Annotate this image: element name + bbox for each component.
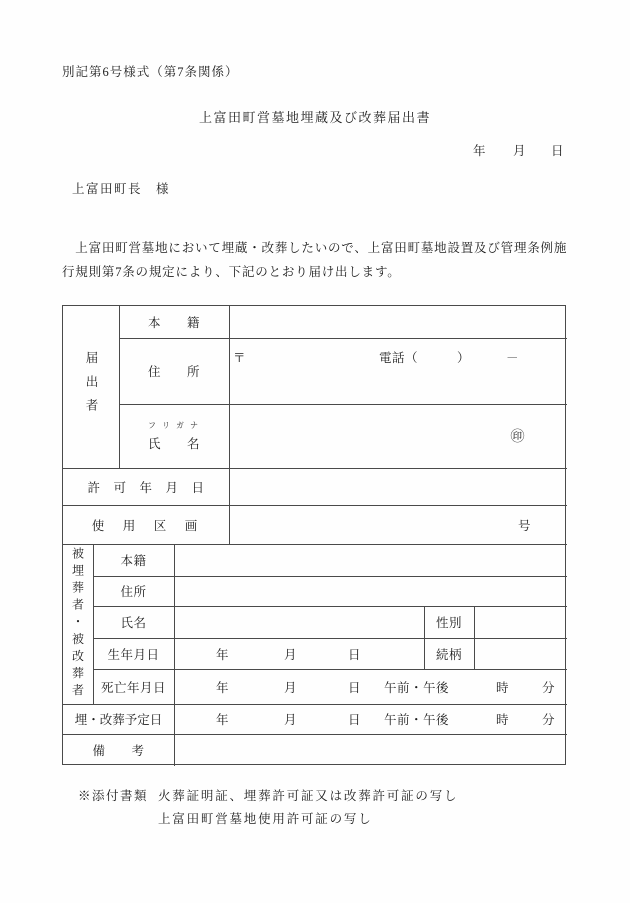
deceased-domicile-label: 本籍: [120, 554, 147, 568]
deceased-name-value-cell: [174, 606, 424, 638]
deceased-group-label: 被埋葬者・被改葬者: [70, 547, 85, 701]
applicant-domicile-label-cell: [119, 306, 229, 338]
form-number: 別記第6号様式（第7条関係）: [62, 65, 239, 79]
permit-date-value-cell: [229, 468, 567, 505]
applicant-name-label: 氏 名: [147, 437, 200, 451]
page-title: 上富田町営墓地埋蔵及び改葬届出書: [198, 110, 431, 125]
applicant-address-label: 住 所: [147, 365, 200, 379]
deceased-group-cell: [63, 544, 93, 704]
postal-mark: 〒: [233, 351, 247, 365]
death-ampm-token: 午前・午後: [384, 680, 450, 695]
header-date-day: 日: [551, 144, 565, 158]
birth-month-token: 月: [284, 647, 298, 662]
applicant-address-value-cell: [229, 338, 567, 404]
death-hour-token: 時: [496, 680, 510, 695]
burial-date-value-cell: [174, 704, 567, 734]
applicant-domicile-label: 本 籍: [147, 316, 200, 330]
burial-hour-token: 時: [496, 713, 510, 727]
death-date-label: 死亡年月日: [100, 680, 166, 695]
burial-month-token: 月: [284, 713, 298, 727]
form-table: [62, 305, 566, 765]
relation-label: 続柄: [435, 647, 462, 662]
burial-year-token: 年: [216, 713, 230, 727]
birth-year-token: 年: [216, 647, 230, 662]
applicant-name-value-cell: [229, 404, 567, 468]
deceased-address-value-cell: [174, 576, 567, 606]
sex-value-cell: [474, 606, 567, 638]
deceased-name-label: 氏名: [120, 616, 147, 630]
body-text-line-2: 行規則第7条の規定により、下記のとおり届け出します。: [62, 265, 401, 279]
seal-mark-icon: ㊞: [510, 430, 525, 445]
applicant-name-label-cell: [119, 404, 229, 468]
applicant-group-cell: [63, 306, 119, 468]
header-date-month: 月: [513, 144, 527, 158]
deceased-address-label: 住所: [120, 585, 147, 599]
death-day-token: 日: [348, 680, 362, 695]
attachments-line-1: 火葬証明証、埋葬許可証又は改葬許可証の写し: [158, 789, 459, 803]
attachments-line-2: 上富田町営墓地使用許可証の写し: [158, 812, 373, 826]
body-text-line-1: 上富田町営墓地において埋蔵・改葬したいので、上富田町墓地設置及び管理条例施: [62, 241, 568, 255]
death-month-token: 月: [284, 680, 298, 695]
permit-date-label: 許 可 年 月 日: [87, 480, 205, 495]
birth-date-value-cell: [174, 638, 424, 669]
addressee: 上富田町長 様: [72, 182, 171, 196]
birth-day-token: 日: [348, 647, 362, 662]
relation-label-cell: [424, 638, 474, 669]
plot-label-cell: [63, 505, 229, 544]
furigana-label: フ リ ガ ナ: [148, 421, 200, 430]
birth-date-label: 生年月日: [107, 647, 160, 662]
remarks-value-cell: [174, 734, 567, 766]
permit-date-label-cell: [63, 468, 229, 505]
plot-value-cell: [229, 505, 567, 544]
death-minute-token: 分: [542, 680, 556, 695]
header-date-year: 年: [473, 144, 487, 158]
plot-label: 使 用 区 画: [91, 518, 201, 533]
deceased-address-label-cell: [93, 576, 174, 606]
remarks-label: 備 考: [92, 744, 145, 758]
applicant-group-label: 届出者: [84, 351, 98, 423]
deceased-name-label-cell: [93, 606, 174, 638]
relation-value-cell: [474, 638, 567, 669]
phone-separator: －: [506, 351, 520, 365]
burial-minute-token: 分: [542, 713, 556, 727]
burial-date-label: 埋・改葬予定日: [74, 713, 163, 727]
phone-label: 電話（ ）: [379, 351, 471, 365]
attachments-prefix: ※添付書類: [78, 789, 149, 803]
birth-date-label-cell: [93, 638, 174, 669]
death-date-label-cell: [93, 669, 174, 704]
deceased-domicile-label-cell: [93, 544, 174, 576]
burial-ampm-token: 午前・午後: [384, 713, 450, 727]
death-date-value-cell: [174, 669, 567, 704]
death-year-token: 年: [216, 680, 230, 695]
burial-date-label-cell: [63, 704, 174, 734]
remarks-label-cell: [63, 734, 174, 766]
plot-unit: 号: [517, 518, 531, 533]
sex-label: 性別: [435, 616, 462, 630]
sex-label-cell: [424, 606, 474, 638]
deceased-domicile-value-cell: [174, 544, 567, 576]
burial-day-token: 日: [348, 713, 362, 727]
applicant-domicile-value-cell: [229, 306, 567, 338]
applicant-address-label-cell: [119, 338, 229, 404]
